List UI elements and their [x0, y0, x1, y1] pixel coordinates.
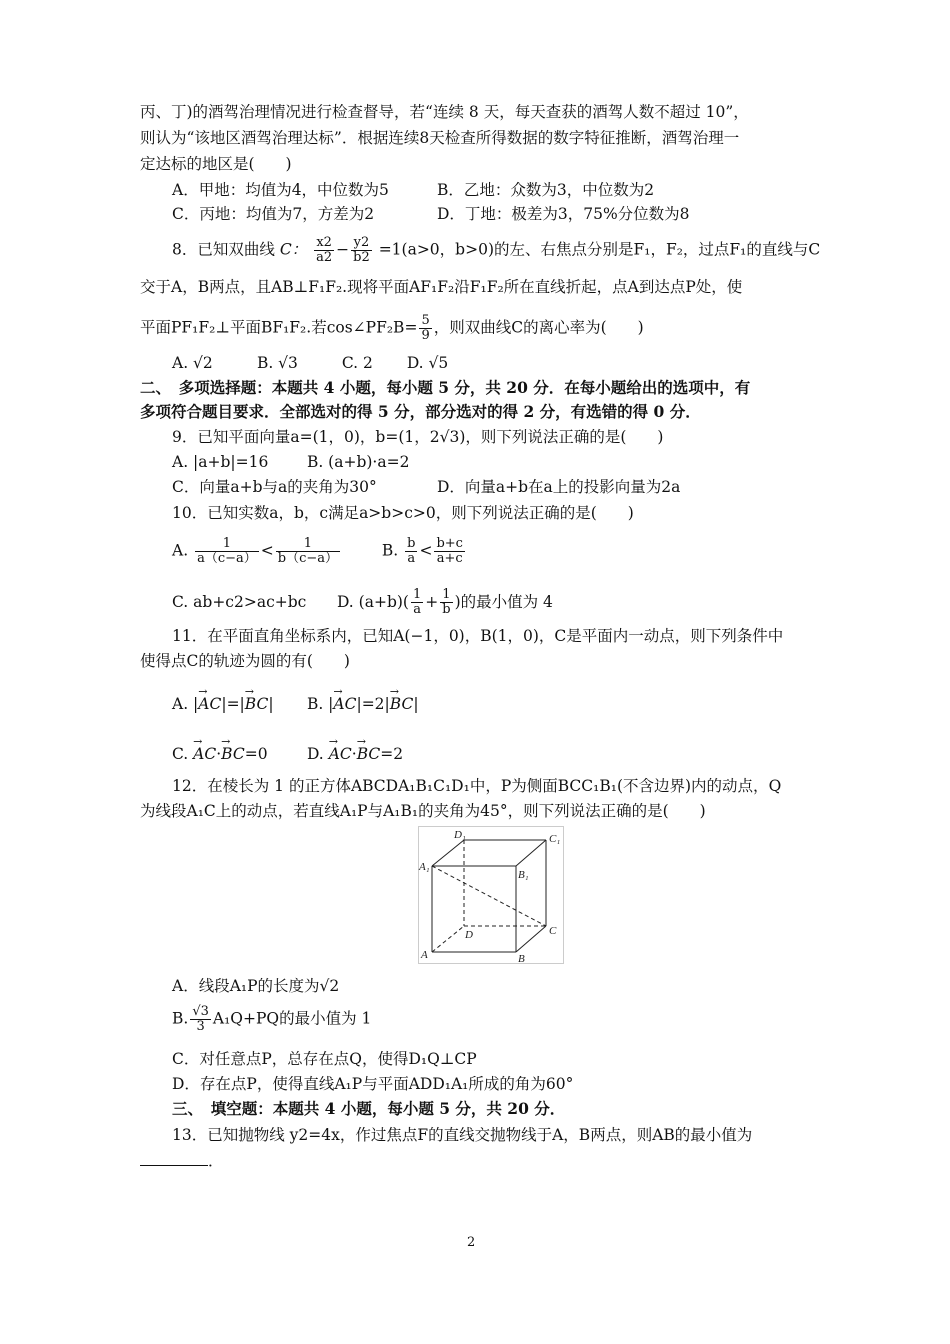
q7-option-d: D．丁地：极差为3，75%分位数为8 — [436, 205, 690, 223]
q10-stem: 10．已知实数a，b，c满足a>b>c>0，则下列说法正确的是( ) — [172, 504, 634, 522]
q9-option-b: B. (a+b)·a=2 — [306, 453, 410, 471]
q9-stem: 9．已知平面向量a=(1，0)，b=(1，2√3)，则下列说法正确的是( ) — [172, 428, 664, 446]
q12-line2: 为线段A₁C上的动点，若直线A₁P与A₁B₁的夹角为45°，则下列说法正确的是( ) — [140, 802, 706, 820]
q8-options — [172, 352, 478, 374]
label-d: D — [465, 929, 473, 941]
q11-options-row1 — [172, 693, 449, 715]
q8-label: 8．已知双曲线 — [172, 240, 275, 259]
q8-frac-y: $\frac{y2}{b2}$ — [353, 235, 370, 265]
q7-options-row2 — [172, 203, 720, 225]
section3-heading: 三、 填空题：本题共 4 小题，每小题 5 分，共 20 分． — [172, 1099, 566, 1118]
q11-option-d: D. → AC·→ BC=2 — [307, 743, 403, 765]
label-a1: A₁ — [419, 861, 430, 873]
q11-option-c: C. → AC·→ BC=0 — [172, 743, 272, 765]
q10-b-frac1: $\frac{b}{a}$ — [407, 536, 416, 566]
q9-option-a: A. |a+b|=16 — [172, 453, 269, 471]
q8-line3: 平面PF₁F₂⊥平面BF₁F₂.若cos∠PF₂B= $\frac{5}{9}$ ，则双曲线C的离心率为( ) — [140, 313, 644, 343]
q9-option-c: C．向量a+b与a的夹角为30° — [172, 478, 377, 496]
q11-line2: 使得点C的轨迹为圆的有( ) — [140, 652, 350, 670]
q8-line2: 交于A，B两点，且AB⊥F₁F₂.现将平面AF₁F₂沿F₁F₂所在直线折起，点A到达点P处，使 — [140, 278, 743, 296]
label-c1: C₁ — [549, 833, 561, 845]
q8-option-c: C. 2 — [341, 354, 373, 372]
q10-a-frac1: $\frac{1}{a(c-a)}$ — [197, 536, 257, 566]
q11-line1: 11．在平面直角坐标系内，已知A(−1，0)，B(1，0)，C是平面内一动点，则下列条件中 — [172, 627, 784, 645]
q7-option-b: B．乙地：众数为3，中位数为2 — [436, 181, 655, 199]
q8-option-b: B. √3 — [256, 354, 298, 372]
q7-option-a: A．甲地：均值为4，中位数为5 — [172, 181, 389, 199]
q12-line1: 12．在棱长为 1 的正方体ABCDA₁B₁C₁D₁中，P为侧面BCC₁B₁(不含边界)内的动点，Q — [172, 777, 782, 795]
q10-a-frac2: $\frac{1}{b(c-a)}$ — [277, 536, 338, 566]
label-a: A — [421, 949, 428, 961]
q7-line2: 则认为“该地区酒驾治理达标”．根据连续8天检查所得数据的数字特征推断，酒驾治理一 — [140, 129, 740, 147]
q12-option-a: A．线段A₁P的长度为√2 — [172, 977, 340, 995]
section2-line1: 二、 多项选择题：本题共 4 小题，每小题 5 分，共 20 分．在每小题给出的选项中，有 — [140, 378, 751, 397]
q10-option-c: C. ab+c2>ac+bc — [172, 592, 307, 611]
cube-figure — [418, 826, 564, 964]
label-b1: B₁ — [518, 869, 529, 881]
q8-option-d: D. √5 — [406, 354, 449, 372]
q9-option-d: D．向量a+b在a上的投影向量为2a — [436, 478, 681, 496]
q8-eq-tail: =1(a>0，b>0)的左、右焦点分别是F₁，F₂，过点F₁的直线与C — [378, 240, 821, 259]
q12-option-b: B. $\frac{√3}{3}$ A₁Q+PQ的最小值为 1 — [172, 1004, 372, 1034]
q13-line2: ． — [140, 1150, 224, 1172]
q8-eq-lead: C： — [279, 240, 308, 259]
q11-option-a: A. |→ AC|=|→ BC| — [172, 693, 272, 715]
label-d1: D₁ — [454, 829, 466, 841]
label-b: B — [518, 953, 525, 964]
figure-frame — [419, 827, 564, 964]
q8-line1: 8．已知双曲线 C： $\frac{x2}{a2}$ − $\frac{y2}{b2}$ =1(a>0，b>0)的左、右焦点分别是F₁，F₂，过点F₁的直线与C — [172, 235, 821, 265]
q9-options-row1 — [172, 451, 439, 473]
q11-option-b: B. |→ AC|=2|→ BC| — [307, 693, 419, 715]
q7-options-row1 — [172, 179, 684, 201]
q8-option-a: A. √2 — [172, 354, 213, 372]
page-number: 2 — [467, 1235, 476, 1250]
q10-options-row2 — [172, 588, 553, 617]
q9-options-row2 — [172, 476, 710, 498]
q7-line1: 丙、丁)的酒驾治理情况进行检查督导，若“连续 8 天，每天查获的酒驾人数不超过 10”， — [140, 103, 749, 121]
q11-options-row2 — [172, 743, 433, 765]
q7-option-c: C．丙地：均值为7，方差为2 — [172, 205, 375, 223]
label-c: C — [549, 925, 557, 937]
q12-option-d: D．存在点P，使得直线A₁P与平面ADD₁A₁所成的角为60° — [172, 1075, 574, 1093]
q10-b-frac2: $\frac{b+c}{a+c}$ — [436, 536, 463, 566]
q12-option-c: C．对任意点P，总存在点Q，使得D₁Q⊥CP — [172, 1050, 477, 1068]
q10-option-d: D. (a+b)( $\frac{1}{a}$ + $\frac{1}{b}$ )的最小值为 4 — [336, 587, 553, 617]
q13-line1: 13．已知抛物线 y2=4x，作过焦点F的直线交抛物线于A，B两点，则AB的最小值为 — [172, 1126, 753, 1144]
q10-options-row1: A. $\frac{1}{a(c-a)}$ < $\frac{1}{b(c-a)}$ B. $\frac{b}{a}$ < $\frac{b+c}{a+c}$ — [172, 536, 463, 566]
section2-line2: 多项符合题目要求．全部选对的得 5 分，部分选对的得 2 分，有选错的得 0 分． — [140, 402, 701, 421]
q7-line3: 定达标的地区是( ) — [140, 155, 292, 173]
q13-answer-blank — [140, 1165, 208, 1166]
q8-cos-fraction: $\frac{5}{9}$ — [421, 313, 430, 343]
q8-frac-x: $\frac{x2}{a2}$ — [316, 235, 333, 265]
